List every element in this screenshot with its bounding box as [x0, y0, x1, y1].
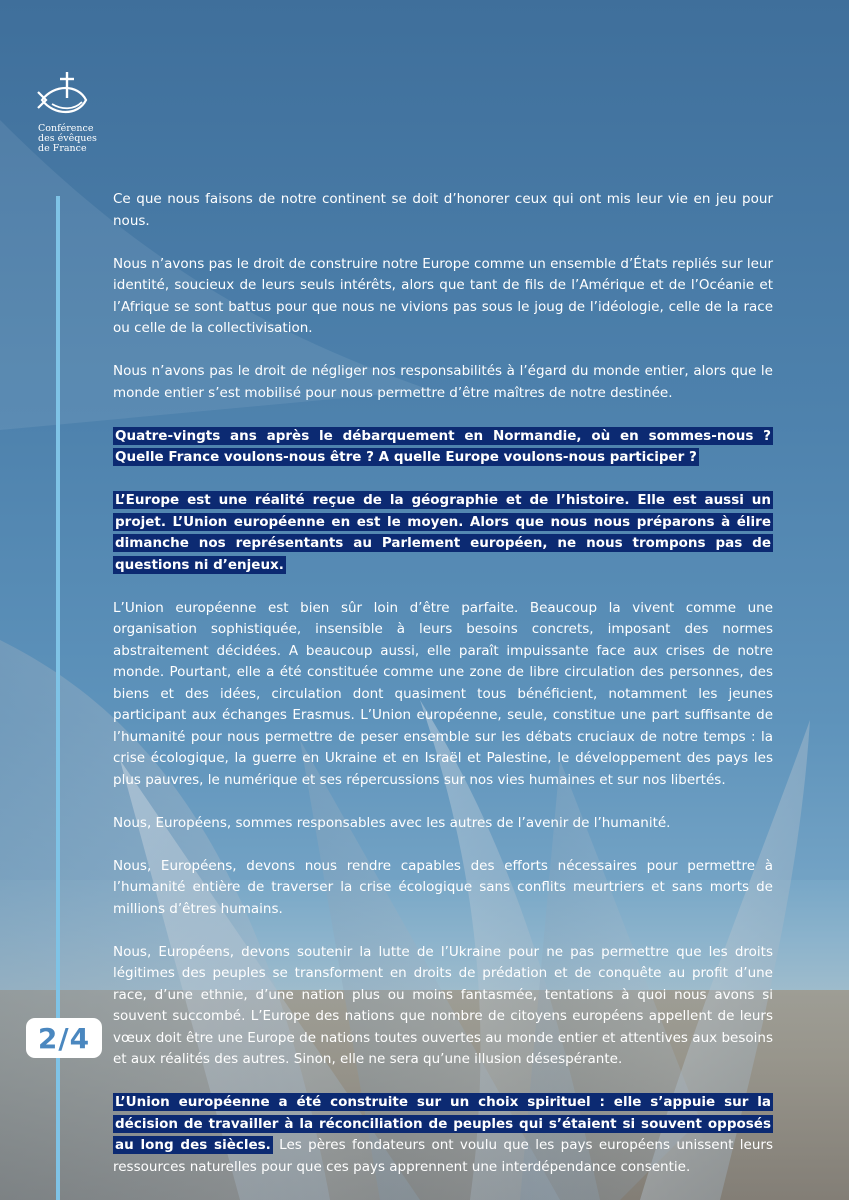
paragraph-text: Ce que nous faisons de notre continent se doit d’honorer ceux qui ont mis leur vie en jeu pour nous. [113, 191, 773, 229]
paragraph [113, 598, 773, 792]
paragraph [113, 254, 773, 340]
article-body [113, 189, 773, 1200]
paragraph-text: Nous, Européens, sommes responsables avec les autres de l’avenir de l’humanité. [113, 814, 671, 831]
paragraph [113, 942, 773, 1071]
logo-line: de France [38, 143, 87, 154]
highlighted-text: Quatre-vingts ans après le débarquement en Normandie, où en sommes-nous ? Quelle France voulons-nous être ? A quelle Europe voulons-nous participer ? [115, 427, 771, 465]
logo-line: Conférence [38, 123, 94, 134]
paragraph [113, 361, 773, 404]
paragraph-text: Nous, Européens, devons nous rendre capables des efforts nécessaires pour permettre à l’humanité entière de traverser la crise écologique sans conflits meurtriers et sans morts de millions d’êtres humains. [113, 857, 773, 917]
paragraph-text: Nous n’avons pas le droit de construire notre Europe comme un ensemble d’États repliés sur leur identité, soucieux de leurs seuls intérêts, alors que tant de fils de l’Amérique et de l’Océanie et l’Afrique se sont battus pour que nous ne vivions pas sous le joug de l’idéologie, celle de la race ou celle de la collectivisation. [113, 255, 773, 336]
paragraph [113, 856, 773, 921]
paragraph-text: L’Union européenne est bien sûr loin d’être parfaite. Beaucoup la vivent comme une organisation sophistiquée, insensible à leurs besoins concrets, imposant des normes abstraitement décidées. A beaucoup aussi, elle paraît impuissante face aux crises de notre monde. Pourtant, elle a été constituée comme une zone de libre circulation des personnes, des biens et des idées, circulation dont quasiment tous bénéficient, notamment les jeunes participant aux échanges Erasmus. L’Union européenne, seule, constitue une part suffisante de l’humanité pour nous permettre de peser ensemble sur les débats cruciaux de notre temps : la crise écologique, la guerre en Ukraine et en Israël et Palestine, le développement des pays les plus pauvres, le numérique et ses répercussions sur nos vies humaines et sur nos libertés. [113, 599, 773, 788]
paragraph [113, 490, 773, 576]
paragraph-text: Nous, Européens, devons soutenir la lutte de l’Ukraine pour ne pas permettre que les droits légitimes des peuples se transforment en droits de prédation et de conquête au profit d’une race, d’une ethnie, d’une nation plus ou moins fantasmée, tentations à quoi nous avons si souvent succombé. L’Europe des nations que nombre de citoyens européens appellent de leurs vœux doit être une Europe de nations toutes ouvertes au monde entier et attentives aux besoins et aux réalités des autres. Sinon, elle ne sera qu’une illusion désespérante. [113, 943, 773, 1067]
paragraph-text: Nous n’avons pas le droit de négliger nos responsabilités à l’égard du monde entier, alors que le monde entier s’est mobilisé pour nous permettre d’être maîtres de notre destinée. [113, 363, 773, 401]
cross-fish-icon [36, 70, 92, 122]
paragraph [113, 189, 773, 232]
logo-line: des évêques [38, 133, 97, 144]
highlighted-text: L’Europe est une réalité reçue de la géographie et de l’histoire. Elle est aussi un projet. L’Union européenne en est le moyen. Alors que nous nous préparons à élire dimanche nos représentants au Parlement européen, ne nous trompons pas de questions ni d’enjeux. [115, 492, 771, 573]
page-indicator: 2/4 [26, 1018, 102, 1058]
highlighted-text: L’Union européenne a été construite sur un choix spirituel : elle s’appuie sur la décision de travailler à la réconciliation de peuples qui s’étaient si souvent opposés au long des siècles. [115, 1094, 771, 1153]
cef-logo [36, 70, 106, 154]
paragraph-text: Les pères fondateurs ont voulu que les pays européens unissent leurs ressources naturelles pour que ces pays apprennent une interdépendance consentie. [113, 1137, 773, 1175]
paragraph [113, 813, 773, 835]
paragraph [113, 1092, 773, 1178]
logo-wordmark [38, 124, 106, 154]
paragraph [113, 426, 773, 469]
